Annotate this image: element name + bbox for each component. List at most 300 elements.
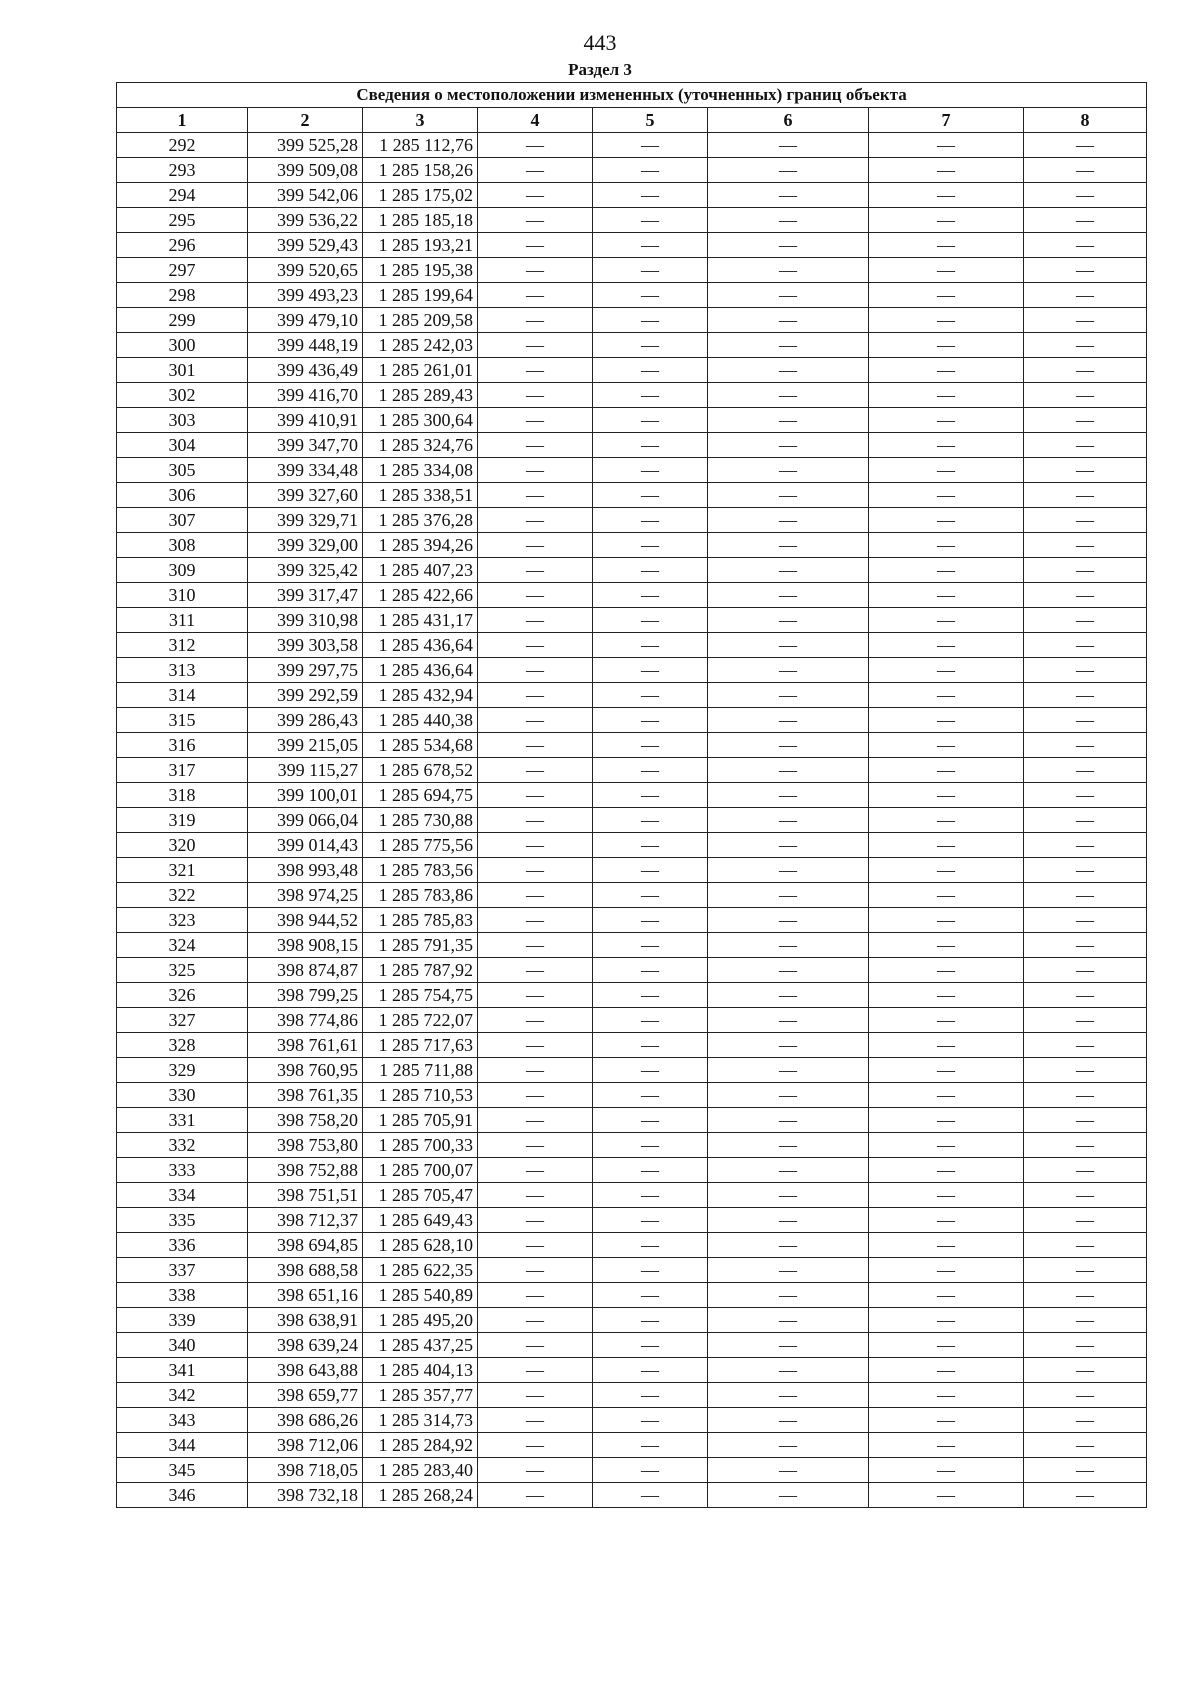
x-coordinate-cell: 399 542,06 [248,183,363,208]
empty-value-cell: — [708,933,869,958]
empty-value-cell: — [478,1333,593,1358]
table-row [117,508,1147,533]
y-coordinate-cell: 1 285 268,24 [363,1483,478,1508]
y-coordinate-cell: 1 285 284,92 [363,1433,478,1458]
point-number-cell: 312 [117,633,248,658]
empty-value-cell: — [593,633,708,658]
empty-value-cell: — [1024,533,1147,558]
table-row [117,1358,1147,1383]
empty-value-cell: — [869,208,1024,233]
y-coordinate-cell: 1 285 717,63 [363,1033,478,1058]
table-row [117,333,1147,358]
y-coordinate-cell: 1 285 730,88 [363,808,478,833]
empty-value-cell: — [869,683,1024,708]
table-row [117,558,1147,583]
empty-value-cell: — [869,508,1024,533]
empty-value-cell: — [1024,1408,1147,1433]
empty-value-cell: — [708,183,869,208]
empty-value-cell: — [1024,283,1147,308]
empty-value-cell: — [478,1283,593,1308]
y-coordinate-cell: 1 285 404,13 [363,1358,478,1383]
table-row [117,733,1147,758]
empty-value-cell: — [708,258,869,283]
empty-value-cell: — [1024,558,1147,583]
y-coordinate-cell: 1 285 705,91 [363,1108,478,1133]
empty-value-cell: — [708,1233,869,1258]
empty-value-cell: — [708,1133,869,1158]
empty-value-cell: — [1024,1108,1147,1133]
point-number-cell: 292 [117,133,248,158]
empty-value-cell: — [708,1383,869,1408]
point-number-cell: 342 [117,1383,248,1408]
empty-value-cell: — [708,358,869,383]
empty-value-cell: — [478,858,593,883]
empty-value-cell: — [593,533,708,558]
empty-value-cell: — [708,458,869,483]
table-row [117,383,1147,408]
empty-value-cell: — [1024,658,1147,683]
x-coordinate-cell: 398 686,26 [248,1408,363,1433]
empty-value-cell: — [593,683,708,708]
x-coordinate-cell: 399 115,27 [248,758,363,783]
y-coordinate-cell: 1 285 394,26 [363,533,478,558]
point-number-cell: 331 [117,1108,248,1133]
empty-value-cell: — [478,458,593,483]
empty-value-cell: — [478,608,593,633]
empty-value-cell: — [593,1183,708,1208]
empty-value-cell: — [593,983,708,1008]
y-coordinate-cell: 1 285 700,33 [363,1133,478,1158]
x-coordinate-cell: 399 317,47 [248,583,363,608]
empty-value-cell: — [869,1383,1024,1408]
y-coordinate-cell: 1 285 432,94 [363,683,478,708]
empty-value-cell: — [869,433,1024,458]
empty-value-cell: — [869,183,1024,208]
table-row [117,1058,1147,1083]
table-row [117,483,1147,508]
x-coordinate-cell: 398 688,58 [248,1258,363,1283]
empty-value-cell: — [869,708,1024,733]
empty-value-cell: — [1024,1383,1147,1408]
y-coordinate-cell: 1 285 678,52 [363,758,478,783]
empty-value-cell: — [708,408,869,433]
table-row [117,1208,1147,1233]
empty-value-cell: — [869,658,1024,683]
point-number-cell: 317 [117,758,248,783]
y-coordinate-cell: 1 285 314,73 [363,1408,478,1433]
y-coordinate-cell: 1 285 694,75 [363,783,478,808]
table-row [117,458,1147,483]
table-row [117,1383,1147,1408]
empty-value-cell: — [478,258,593,283]
empty-value-cell: — [708,1108,869,1133]
empty-value-cell: — [869,1183,1024,1208]
empty-value-cell: — [593,1308,708,1333]
empty-value-cell: — [478,633,593,658]
empty-value-cell: — [1024,308,1147,333]
column-header: 4 [478,108,593,133]
empty-value-cell: — [478,883,593,908]
table-row [117,358,1147,383]
empty-value-cell: — [478,1058,593,1083]
empty-value-cell: — [1024,983,1147,1008]
table-row [117,233,1147,258]
point-number-cell: 296 [117,233,248,258]
empty-value-cell: — [1024,1258,1147,1283]
empty-value-cell: — [478,708,593,733]
empty-value-cell: — [869,1283,1024,1308]
empty-value-cell: — [478,483,593,508]
x-coordinate-cell: 399 493,23 [248,283,363,308]
x-coordinate-cell: 398 638,91 [248,1308,363,1333]
empty-value-cell: — [593,1233,708,1258]
empty-value-cell: — [708,1008,869,1033]
empty-value-cell: — [478,1383,593,1408]
empty-value-cell: — [478,508,593,533]
empty-value-cell: — [478,733,593,758]
empty-value-cell: — [708,1058,869,1083]
empty-value-cell: — [708,1033,869,1058]
empty-value-cell: — [1024,583,1147,608]
empty-value-cell: — [593,483,708,508]
empty-value-cell: — [478,1158,593,1183]
point-number-cell: 311 [117,608,248,633]
y-coordinate-cell: 1 285 407,23 [363,558,478,583]
x-coordinate-cell: 398 774,86 [248,1008,363,1033]
x-coordinate-cell: 399 416,70 [248,383,363,408]
empty-value-cell: — [708,808,869,833]
empty-value-cell: — [1024,258,1147,283]
empty-value-cell: — [1024,608,1147,633]
empty-value-cell: — [708,533,869,558]
empty-value-cell: — [708,683,869,708]
empty-value-cell: — [869,1008,1024,1033]
empty-value-cell: — [869,333,1024,358]
x-coordinate-cell: 398 651,16 [248,1283,363,1308]
point-number-cell: 304 [117,433,248,458]
empty-value-cell: — [593,958,708,983]
empty-value-cell: — [593,308,708,333]
empty-value-cell: — [869,308,1024,333]
point-number-cell: 338 [117,1283,248,1308]
empty-value-cell: — [593,558,708,583]
empty-value-cell: — [478,958,593,983]
point-number-cell: 343 [117,1408,248,1433]
x-coordinate-cell: 398 974,25 [248,883,363,908]
point-number-cell: 308 [117,533,248,558]
empty-value-cell: — [869,383,1024,408]
y-coordinate-cell: 1 285 705,47 [363,1183,478,1208]
y-coordinate-cell: 1 285 785,83 [363,908,478,933]
empty-value-cell: — [1024,133,1147,158]
x-coordinate-cell: 399 310,98 [248,608,363,633]
point-number-cell: 319 [117,808,248,833]
y-coordinate-cell: 1 285 422,66 [363,583,478,608]
y-coordinate-cell: 1 285 195,38 [363,258,478,283]
empty-value-cell: — [478,1033,593,1058]
table-row [117,683,1147,708]
empty-value-cell: — [869,883,1024,908]
empty-value-cell: — [1024,708,1147,733]
y-coordinate-cell: 1 285 628,10 [363,1233,478,1258]
y-coordinate-cell: 1 285 185,18 [363,208,478,233]
y-coordinate-cell: 1 285 112,76 [363,133,478,158]
empty-value-cell: — [869,808,1024,833]
x-coordinate-cell: 398 799,25 [248,983,363,1008]
y-coordinate-cell: 1 285 540,89 [363,1283,478,1308]
empty-value-cell: — [593,1408,708,1433]
point-number-cell: 330 [117,1083,248,1108]
y-coordinate-cell: 1 285 436,64 [363,658,478,683]
point-number-cell: 303 [117,408,248,433]
empty-value-cell: — [1024,158,1147,183]
empty-value-cell: — [869,1158,1024,1183]
table-row [117,983,1147,1008]
empty-value-cell: — [593,1383,708,1408]
empty-value-cell: — [869,1208,1024,1233]
empty-value-cell: — [478,333,593,358]
empty-value-cell: — [593,258,708,283]
table-row [117,608,1147,633]
x-coordinate-cell: 399 292,59 [248,683,363,708]
table-row [117,183,1147,208]
empty-value-cell: — [478,1108,593,1133]
empty-value-cell: — [708,708,869,733]
empty-value-cell: — [1024,408,1147,433]
x-coordinate-cell: 398 758,20 [248,1108,363,1133]
point-number-cell: 334 [117,1183,248,1208]
point-number-cell: 300 [117,333,248,358]
x-coordinate-cell: 399 536,22 [248,208,363,233]
column-header: 1 [117,108,248,133]
empty-value-cell: — [593,608,708,633]
point-number-cell: 306 [117,483,248,508]
empty-value-cell: — [708,1083,869,1108]
x-coordinate-cell: 398 732,18 [248,1483,363,1508]
y-coordinate-cell: 1 285 193,21 [363,233,478,258]
empty-value-cell: — [1024,1333,1147,1358]
empty-value-cell: — [478,1133,593,1158]
x-coordinate-cell: 398 874,87 [248,958,363,983]
empty-value-cell: — [593,183,708,208]
point-number-cell: 339 [117,1308,248,1333]
table-row [117,1308,1147,1333]
y-coordinate-cell: 1 285 436,64 [363,633,478,658]
empty-value-cell: — [1024,733,1147,758]
y-coordinate-cell: 1 285 334,08 [363,458,478,483]
table-row [117,833,1147,858]
empty-value-cell: — [593,1358,708,1383]
empty-value-cell: — [1024,833,1147,858]
empty-value-cell: — [708,1283,869,1308]
y-coordinate-cell: 1 285 242,03 [363,333,478,358]
table-row [117,908,1147,933]
point-number-cell: 332 [117,1133,248,1158]
table-row [117,858,1147,883]
point-number-cell: 314 [117,683,248,708]
empty-value-cell: — [1024,1033,1147,1058]
empty-value-cell: — [708,958,869,983]
x-coordinate-cell: 398 712,37 [248,1208,363,1233]
empty-value-cell: — [593,783,708,808]
y-coordinate-cell: 1 285 300,64 [363,408,478,433]
empty-value-cell: — [708,1258,869,1283]
table-row [117,533,1147,558]
empty-value-cell: — [869,833,1024,858]
x-coordinate-cell: 399 520,65 [248,258,363,283]
empty-value-cell: — [593,1208,708,1233]
y-coordinate-cell: 1 285 158,26 [363,158,478,183]
empty-value-cell: — [593,933,708,958]
table-header-row [117,108,1147,133]
table-row [117,1083,1147,1108]
empty-value-cell: — [478,158,593,183]
point-number-cell: 320 [117,833,248,858]
empty-value-cell: — [593,1083,708,1108]
empty-value-cell: — [593,1033,708,1058]
x-coordinate-cell: 399 448,19 [248,333,363,358]
x-coordinate-cell: 399 479,10 [248,308,363,333]
empty-value-cell: — [478,558,593,583]
empty-value-cell: — [1024,1433,1147,1458]
empty-value-cell: — [869,1458,1024,1483]
empty-value-cell: — [1024,458,1147,483]
empty-value-cell: — [869,1033,1024,1058]
point-number-cell: 323 [117,908,248,933]
empty-value-cell: — [1024,233,1147,258]
x-coordinate-cell: 399 303,58 [248,633,363,658]
x-coordinate-cell: 399 327,60 [248,483,363,508]
empty-value-cell: — [478,683,593,708]
empty-value-cell: — [1024,1483,1147,1508]
empty-value-cell: — [593,1158,708,1183]
empty-value-cell: — [869,1433,1024,1458]
empty-value-cell: — [708,783,869,808]
empty-value-cell: — [1024,908,1147,933]
y-coordinate-cell: 1 285 700,07 [363,1158,478,1183]
table-row [117,758,1147,783]
point-number-cell: 346 [117,1483,248,1508]
x-coordinate-cell: 399 297,75 [248,658,363,683]
empty-value-cell: — [478,808,593,833]
x-coordinate-cell: 398 659,77 [248,1383,363,1408]
y-coordinate-cell: 1 285 754,75 [363,983,478,1008]
empty-value-cell: — [708,883,869,908]
point-number-cell: 324 [117,933,248,958]
x-coordinate-cell: 398 643,88 [248,1358,363,1383]
empty-value-cell: — [1024,1283,1147,1308]
empty-value-cell: — [478,433,593,458]
empty-value-cell: — [593,733,708,758]
empty-value-cell: — [708,608,869,633]
x-coordinate-cell: 399 410,91 [248,408,363,433]
empty-value-cell: — [478,1183,593,1208]
empty-value-cell: — [478,783,593,808]
empty-value-cell: — [478,1408,593,1433]
empty-value-cell: — [593,708,708,733]
empty-value-cell: — [1024,1458,1147,1483]
empty-value-cell: — [708,1183,869,1208]
empty-value-cell: — [708,558,869,583]
empty-value-cell: — [478,758,593,783]
point-number-cell: 318 [117,783,248,808]
x-coordinate-cell: 398 712,06 [248,1433,363,1458]
point-number-cell: 315 [117,708,248,733]
empty-value-cell: — [478,983,593,1008]
empty-value-cell: — [593,883,708,908]
point-number-cell: 341 [117,1358,248,1383]
empty-value-cell: — [869,958,1024,983]
empty-value-cell: — [1024,1208,1147,1233]
empty-value-cell: — [593,358,708,383]
empty-value-cell: — [478,933,593,958]
empty-value-cell: — [869,758,1024,783]
empty-value-cell: — [593,1433,708,1458]
x-coordinate-cell: 398 993,48 [248,858,363,883]
empty-value-cell: — [593,458,708,483]
point-number-cell: 301 [117,358,248,383]
empty-value-cell: — [593,1008,708,1033]
empty-value-cell: — [593,133,708,158]
x-coordinate-cell: 398 751,51 [248,1183,363,1208]
point-number-cell: 298 [117,283,248,308]
y-coordinate-cell: 1 285 283,40 [363,1458,478,1483]
empty-value-cell: — [708,1208,869,1233]
y-coordinate-cell: 1 285 431,17 [363,608,478,633]
empty-value-cell: — [708,1483,869,1508]
table-row [117,208,1147,233]
x-coordinate-cell: 399 436,49 [248,358,363,383]
empty-value-cell: — [593,758,708,783]
empty-value-cell: — [478,1358,593,1383]
x-coordinate-cell: 398 761,61 [248,1033,363,1058]
table-row [117,308,1147,333]
empty-value-cell: — [869,233,1024,258]
y-coordinate-cell: 1 285 440,38 [363,708,478,733]
y-coordinate-cell: 1 285 775,56 [363,833,478,858]
empty-value-cell: — [869,908,1024,933]
empty-value-cell: — [593,1108,708,1133]
table-row [117,1183,1147,1208]
y-coordinate-cell: 1 285 495,20 [363,1308,478,1333]
empty-value-cell: — [869,358,1024,383]
point-number-cell: 327 [117,1008,248,1033]
empty-value-cell: — [1024,808,1147,833]
empty-value-cell: — [478,1258,593,1283]
table-row [117,658,1147,683]
point-number-cell: 337 [117,1258,248,1283]
empty-value-cell: — [869,1133,1024,1158]
empty-value-cell: — [869,483,1024,508]
y-coordinate-cell: 1 285 324,76 [363,433,478,458]
empty-value-cell: — [593,583,708,608]
x-coordinate-cell: 399 286,43 [248,708,363,733]
empty-value-cell: — [1024,933,1147,958]
x-coordinate-cell: 399 525,28 [248,133,363,158]
empty-value-cell: — [869,633,1024,658]
point-number-cell: 326 [117,983,248,1008]
empty-value-cell: — [593,508,708,533]
empty-value-cell: — [1024,1058,1147,1083]
empty-value-cell: — [869,1233,1024,1258]
x-coordinate-cell: 398 760,95 [248,1058,363,1083]
empty-value-cell: — [478,658,593,683]
column-header: 7 [869,108,1024,133]
point-number-cell: 325 [117,958,248,983]
page-number: 443 [583,30,617,55]
empty-value-cell: — [478,308,593,333]
empty-value-cell: — [708,308,869,333]
